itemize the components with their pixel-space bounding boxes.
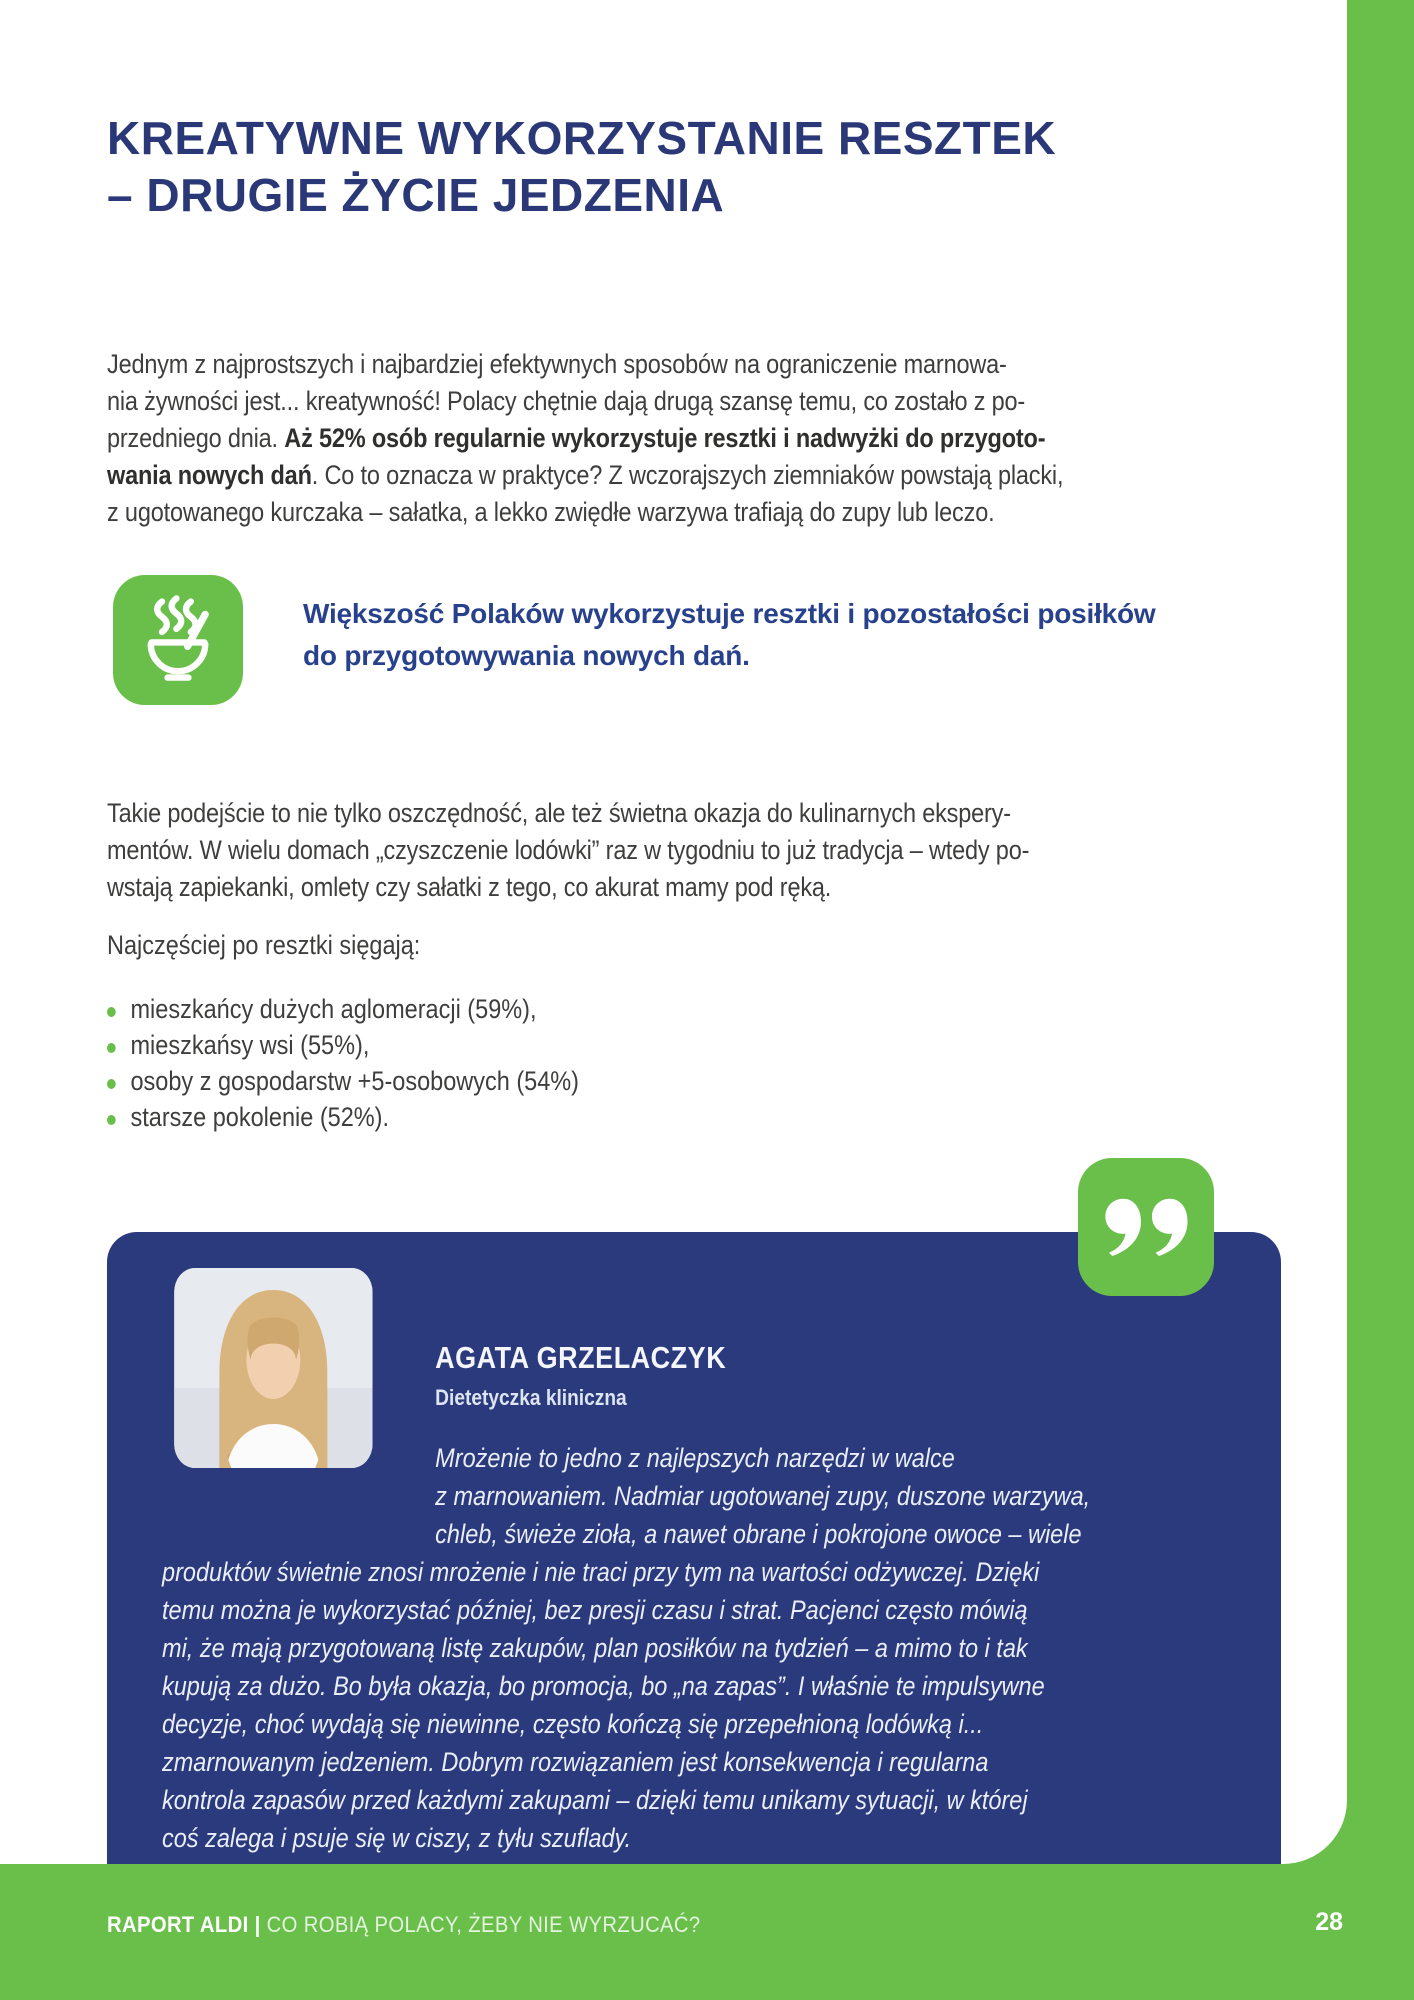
bullet-dot-icon [107,1007,116,1017]
text-line: decyzje, choć wydają się niewinne, często kończą się przepełnioną lodówką i... [162,1709,984,1739]
text-line: chleb, świeże zioła, a nawet obrane i pokrojone owoce – wiele [435,1519,1082,1549]
expert-quote-content [162,1256,1258,1857]
text-line: Jednym z najprostszych i najbardziej efektywnych sposobów na ograniczenie marnowa- [107,349,1007,379]
text-line: temu można je wykorzystać później, bez presji czasu i strat. Pacjenci często mówią [162,1595,1028,1625]
footer-brand: RAPORT ALDI [107,1912,249,1937]
footer-subtitle: CO ROBIĄ POLACY, ŻEBY NIE WYRZUCAĆ? [266,1912,701,1937]
text-line: do przygotowywania nowych dań. [303,640,750,671]
quotation-marks-icon [1078,1158,1214,1296]
leftovers-bullet-list [107,994,579,1138]
list-item [107,1030,579,1066]
portrait-illustration [174,1268,372,1468]
highlight-callout [113,575,1156,705]
approach-paragraph [107,795,1029,906]
expert-portrait-photo [174,1268,372,1468]
text-line: kontrola zapasów przed każdymi zakupami – dzięki temu unikamy sytuacji, w której [162,1785,1028,1815]
page-title-line1: KREATYWNE WYKORZYSTANIE RESZTEK [107,112,1057,164]
text-line: przedniego dnia. Aż 52% osób regularnie wykorzystuje resztki i nadwyżki do przygoto- [107,423,1046,453]
text-line: zmarnowanym jedzeniem. Dobrym rozwiązaniem jest konsekwencja i regularna [162,1747,989,1777]
footer-separator: | [248,1912,267,1937]
text-line: mi, że mają przygotowaną listę zakupów, plan posiłków na tydzień – a mimo to i tak [162,1633,1028,1663]
expert-name: AGATA GRZELACZYK [435,1340,727,1375]
bullet-dot-icon [107,1079,116,1089]
text-line: Większość Polaków wykorzystuje resztki i pozostałości posiłków [303,598,1156,629]
page-number: 28 [1315,1908,1343,1936]
expert-quote-card [107,1232,1281,1864]
text-line: produktów świetnie znosi mrożenie i nie traci przy tym na wartości odżywczej. Dzięki [162,1557,1040,1587]
list-item-label: starsze pokolenie (52%). [130,1102,390,1132]
page-title-line2: – DRUGIE ŻYCIE JEDZENIA [107,169,725,221]
text-line: wstają zapiekanki, omlety czy sałatki z tego, co akurat mamy pod ręką. [107,872,832,902]
footer [107,1912,701,1938]
list-item [107,1066,579,1102]
text-line: wania nowych dań. Co to oznacza w praktyce? Z wczorajszych ziemniaków powstają placki, [107,460,1064,490]
list-item [107,1102,579,1138]
list-intro: Najczęściej po resztki sięgają: [107,930,421,960]
text-line: z ugotowanego kurczaka – sałatka, a lekko zwiędłe warzywa trafiają do zupy lub leczo. [107,497,995,527]
soup-bowl-icon [113,575,243,705]
text-line: Mrożenie to jedno z najlepszych narzędzi w walce [435,1443,955,1473]
list-item-label: mieszkańcy dużych aglomeracji (59%), [130,994,537,1024]
callout-text [303,593,1156,677]
text-line: mentów. W wielu domach „czyszczenie lodówki” raz w tygodniu to już tradycja – wtedy po- [107,835,1030,865]
text-line: coś zalega i psuje się w ciszy, z tyłu szuflady. [162,1823,632,1853]
intro-paragraph [107,346,1063,531]
list-item [107,994,579,1030]
text-line: nia żywności jest... kreatywność! Polacy chętnie dają drugą szansę temu, co zostało z po- [107,386,1026,416]
soup-bowl-glyph [130,592,226,688]
text-line: Takie podejście to nie tylko oszczędność, ale też świetna okazja do kulinarnych ekspery- [107,798,1011,828]
expert-role: Dietetyczka kliniczna [435,1385,627,1410]
list-item-label: osoby z gospodarstw +5-osobowych (54%) [130,1066,580,1096]
bullet-dot-icon [107,1043,116,1053]
page-title [107,110,1056,224]
text-line: kupują za dużo. Bo była okazja, bo promocja, bo „na zapas”. I właśnie te impulsywne [162,1671,1045,1701]
bullet-dot-icon [107,1115,116,1125]
expert-quote-text [162,1439,1258,1857]
text-line: z marnowaniem. Nadmiar ugotowanej zupy, duszone warzywa, [435,1481,1091,1511]
list-item-label: mieszkańsy wsi (55%), [130,1030,370,1060]
quotation-marks-glyph [1104,1196,1188,1258]
